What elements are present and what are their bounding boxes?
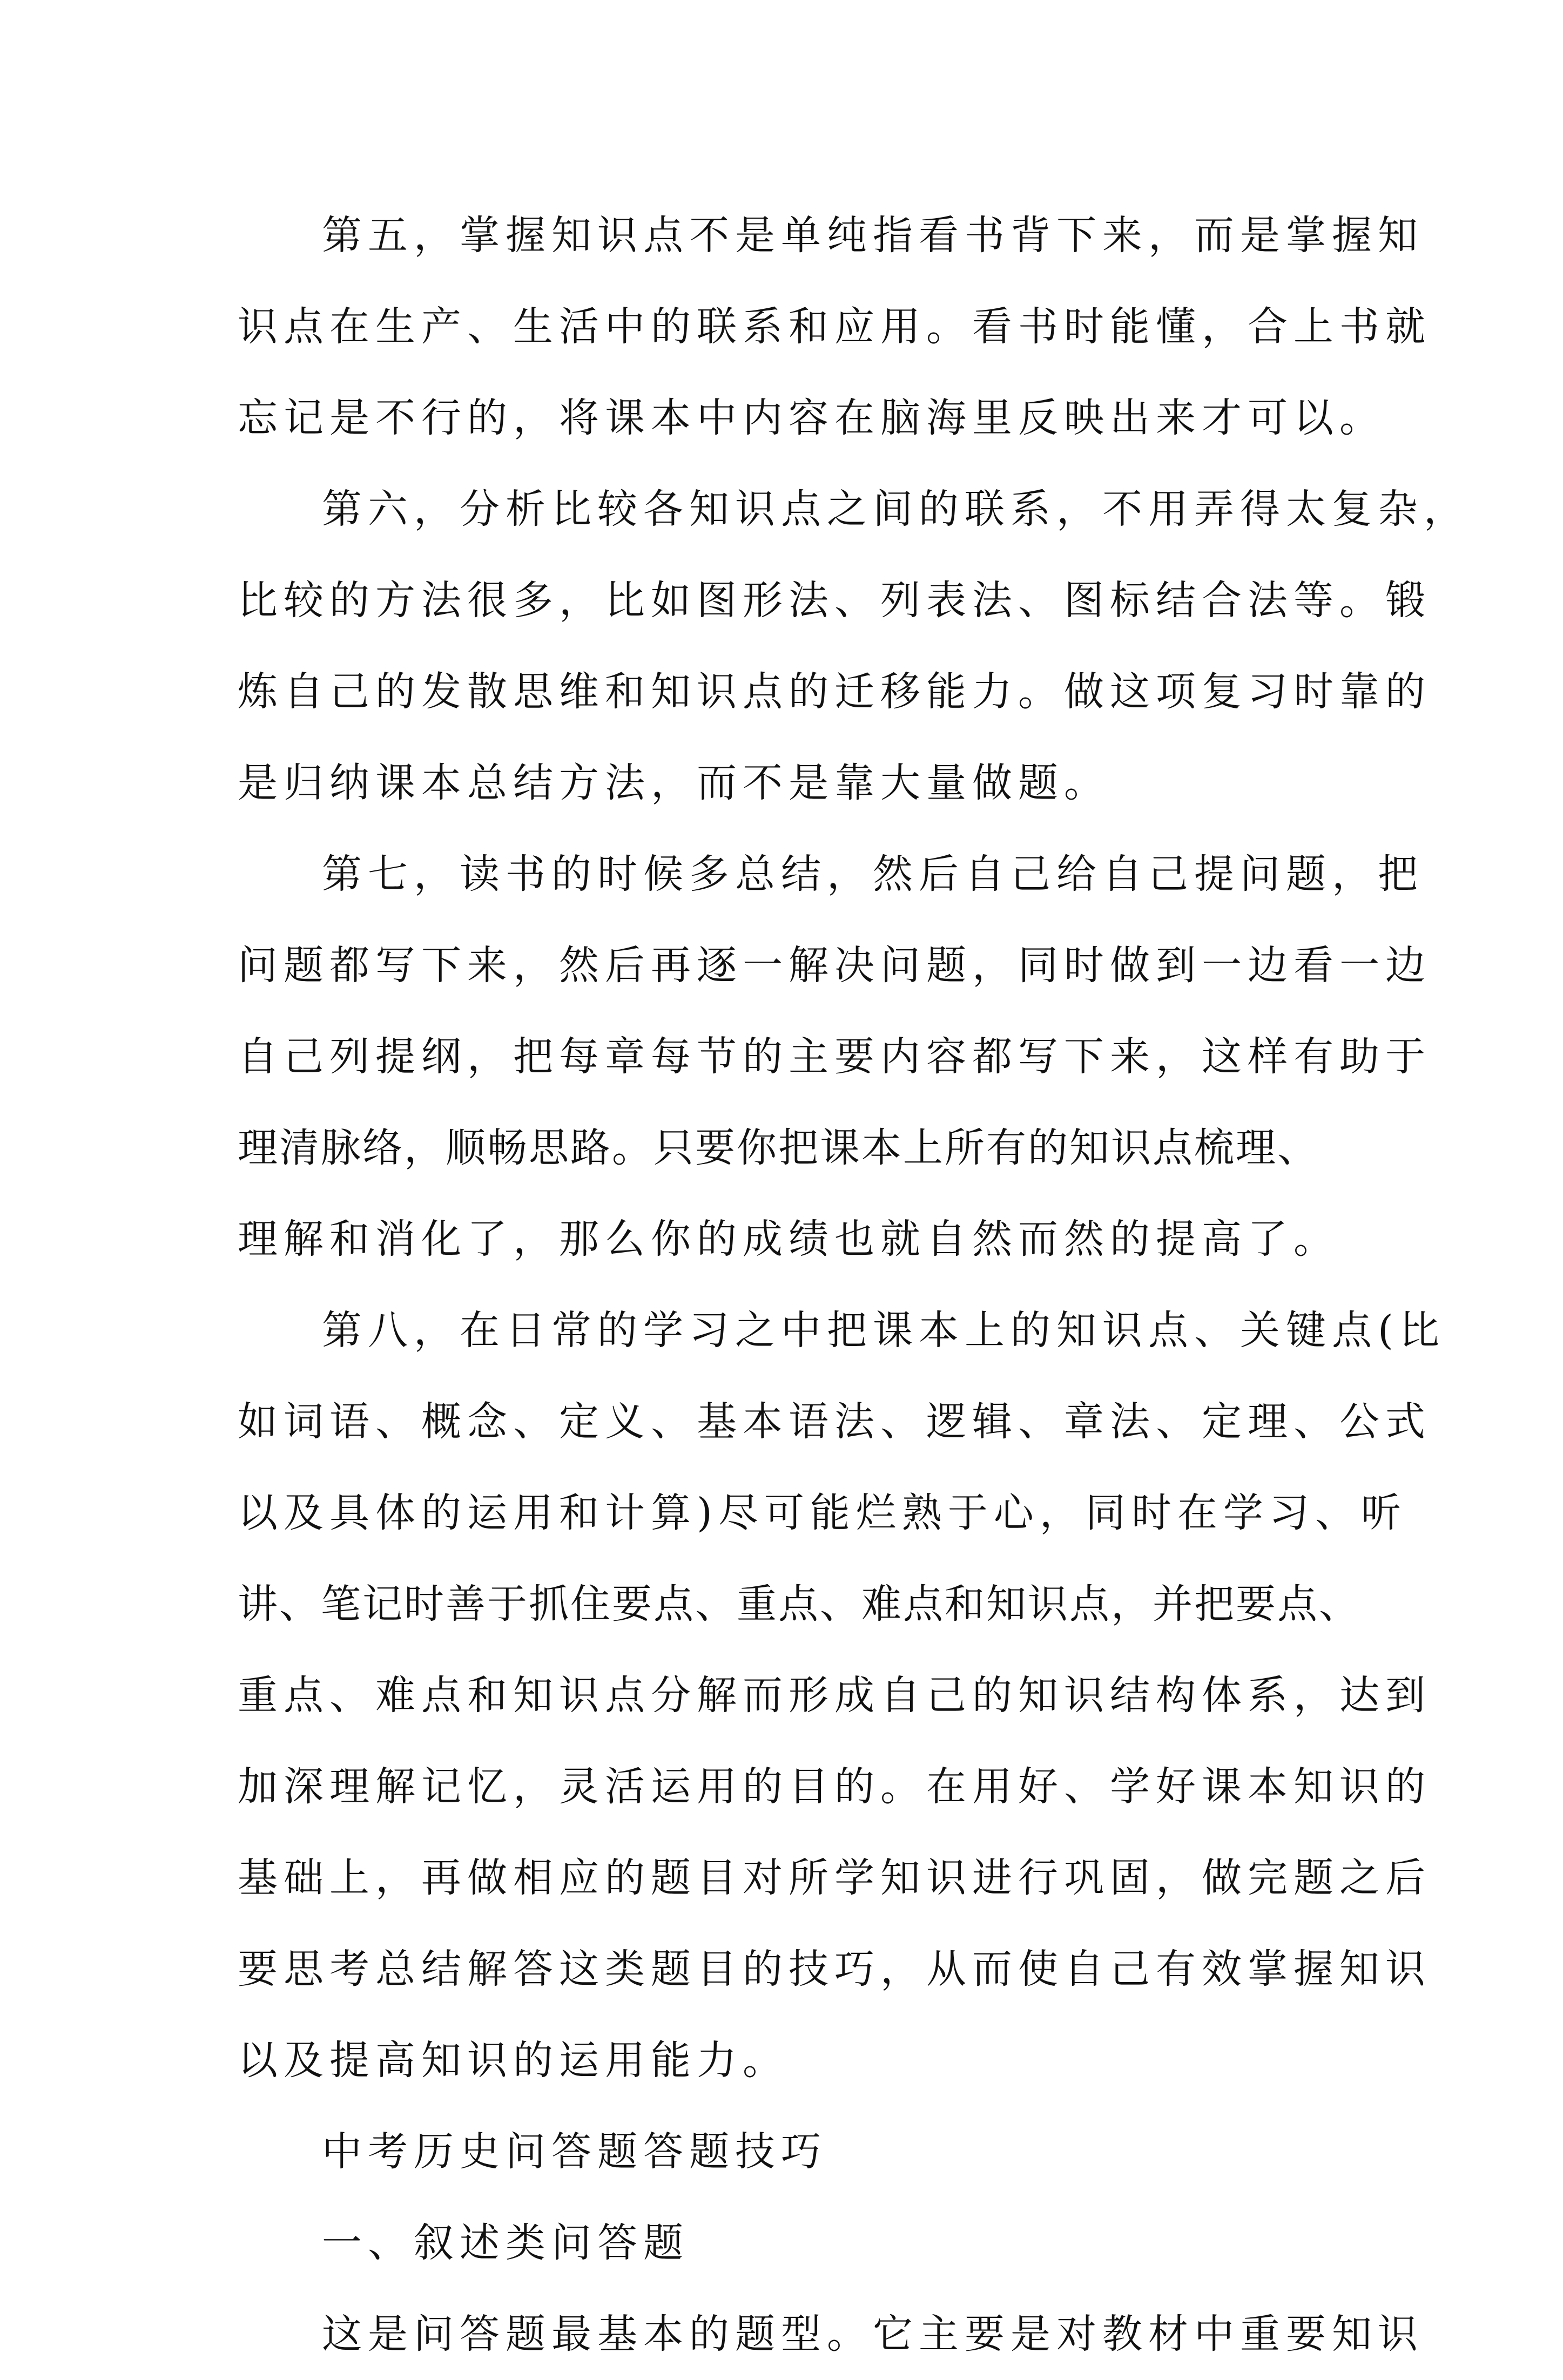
paragraph-8-line-9: 以及提高知识的运用能力。: [238, 2037, 789, 2084]
paragraph-9-line-1: 这是问答题最基本的题型。它主要是对教材中重要知识: [322, 2311, 1424, 2357]
paragraph-8-line-2: 如词语、概念、定义、基本语法、逻辑、章法、定理、公式: [238, 1398, 1431, 1445]
paragraph-8-line-8: 要思考总结解答这类题目的技巧，从而使自己有效掌握知识: [238, 1946, 1431, 1992]
section-heading: 中考历史问答题答题技巧: [322, 2128, 827, 2175]
paragraph-6-line-4: 是归纳课本总结方法，而不是靠大量做题。: [238, 760, 1110, 806]
document-body: [238, 190, 1470, 2380]
paragraph-7-line-3: 自己列提纲，把每章每节的主要内容都写下来，这样有助于: [238, 1033, 1431, 1080]
paragraph-5-line-1: 第五，掌握知识点不是单纯指看书背下来，而是掌握知: [322, 212, 1424, 259]
paragraph-6-line-1: 第六，分析比较各知识点之间的联系，不用弄得太复杂，: [322, 486, 1470, 532]
paragraph-8-line-6: 加深理解记忆，灵活运用的目的。在用好、学好课本知识的: [238, 1763, 1431, 1810]
paragraph-5-line-3: 忘记是不行的，将课本中内容在脑海里反映出来才可以。: [238, 395, 1385, 441]
paragraph-5-line-2: 识点在生产、生活中的联系和应用。看书时能懂，合上书就: [238, 303, 1431, 350]
paragraph-8-line-4: 讲、笔记时善于抓住要点、重点、难点和知识点，并把要点、: [238, 1581, 1360, 1627]
paragraph-7-line-4: 理清脉络，顺畅思路。只要你把课本上所有的知识点梳理、: [238, 1125, 1319, 1171]
paragraph-8-line-5: 重点、难点和知识点分解而形成自己的知识结构体系，达到: [238, 1672, 1431, 1719]
paragraph-8-line-1: 第八，在日常的学习之中把课本上的知识点、关键点(比: [322, 1307, 1445, 1354]
subsection-heading: 一、叙述类问答题: [322, 2220, 689, 2266]
paragraph-7-line-5: 理解和消化了，那么你的成绩也就自然而然的提高了。: [238, 1216, 1339, 1262]
paragraph-8-line-7: 基础上，再做相应的题目对所学知识进行巩固，做完题之后: [238, 1855, 1431, 1901]
paragraph-7-line-2: 问题都写下来，然后再逐一解决问题，同时做到一边看一边: [238, 942, 1431, 989]
paragraph-6-line-2: 比较的方法很多，比如图形法、列表法、图标结合法等。锻: [238, 577, 1431, 624]
paragraph-6-line-3: 炼自己的发散思维和知识点的迁移能力。做这项复习时靠的: [238, 668, 1431, 715]
paragraph-7-line-1: 第七，读书的时候多总结，然后自己给自己提问题，把: [322, 851, 1424, 897]
paragraph-8-line-3: 以及具体的运用和计算)尽可能烂熟于心，同时在学习、听: [238, 1490, 1407, 1536]
